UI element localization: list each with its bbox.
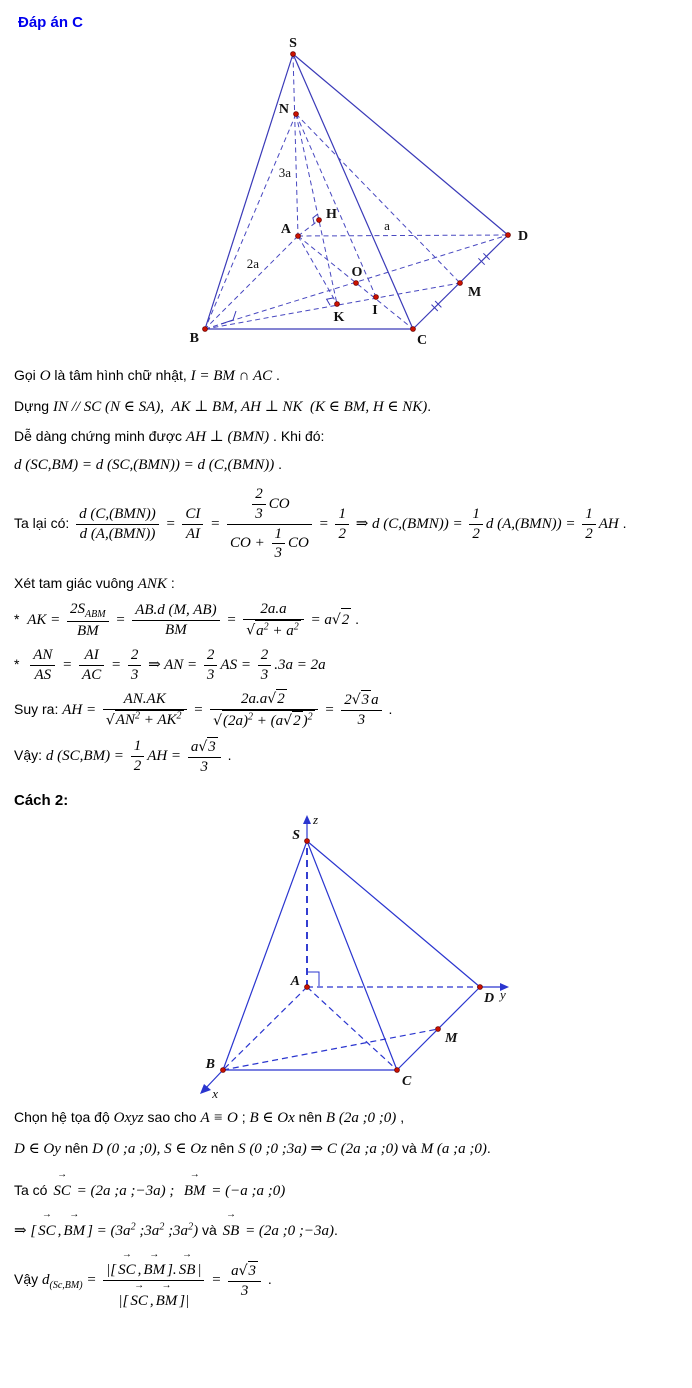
solution-line-7: * AK = $\frac{2S_{ABM}}{BM}$ = $\frac{AB.d (M, AB)}{BM}$ = $\frac{2a.a}{√a^2 + a^2}$ = a√2 . [14, 600, 360, 640]
fig2-vertex-labels [205, 812, 506, 1101]
label-C: C [417, 333, 428, 348]
fig2-edges-solid [223, 841, 480, 1070]
solution-line-2: Dựng IN // SC (N ∈ SA), AK ⊥ BM, AH ⊥ NK (K ∈ BM, H ∈ NK). [14, 397, 432, 415]
label-length-2a: 2a [246, 256, 259, 271]
label-S: S [289, 36, 297, 51]
figure-pyramid-2 [0, 809, 692, 1101]
fig2-right-angle-mark [307, 972, 319, 986]
solution-line-9: Suy ra: AH = $\frac{AN.AK}{√AN^2 + AK^2}$ = $\frac{2a.a√2}{√(2a)^2 + (a√2 )^2}$ = $\frac{2√3 a}{3}$ . [14, 690, 393, 730]
label-D2: D [484, 991, 495, 1007]
solution-line-1: Gọi O là tâm hình chữ nhật, I = BM ∩ AC . [14, 367, 280, 384]
label-K: K [333, 310, 345, 325]
fig1-edges-solid [205, 54, 508, 329]
label-x-axis: x [212, 1086, 218, 1102]
solution-line-4: d (SC,BM) = d (SC,(BMN)) = d (C,(BMN)) . [14, 456, 282, 474]
method2-heading: Cách 2: [14, 792, 69, 810]
label-B2: B [205, 1057, 215, 1073]
solution2-line-5: Vậy $d_{(Sc,BM)}$ = $\frac{|[ SC \to , BM \to ]. SB \to |}{|[ SC \to , BM \to ]|}$ = $\frac{a√3}{3}$ . [14, 1250, 692, 1311]
solution2-line-1: Chọn hệ tọa độ Oxyz sao cho A ≡ O ; B ∈ Ox nên B (2a ;0 ;0) , [14, 1109, 405, 1127]
label-D: D [518, 229, 529, 244]
label-length-a: a [384, 218, 390, 233]
answer-header: Đáp án C [18, 14, 84, 31]
label-M2: M [445, 1031, 458, 1047]
label-H: H [326, 207, 337, 222]
label-A2: A [290, 974, 300, 990]
label-M: M [468, 285, 482, 300]
fig1-edges-dashed [205, 54, 508, 329]
label-O: O [351, 265, 363, 280]
solution2-line-3: Ta có SC → = (2a ;a ;−3a) ; BM → = (−a ;a ;0) [14, 1170, 692, 1203]
solution-line-5: Ta lại có: $\frac{\text{d (C,(BMN))}}{\text{d (A,(BMN))}}$ = $\frac{CI}{AI}$ = $\frac{2}{3}$ CO CO + $\frac{1}{3}$ CO = $\frac{1}{2}$ ⇒ d (C,(BMN)) = $\frac{1}{2}$ d (A,(BMN)) = $\frac{1}{2}$ AH . [14, 486, 627, 562]
solution2-line-2: D ∈ Oy nên D (0 ;a ;0), S ∈ Oz nên S (0 ;0 ;3a) ⇒ C (2a ;a ;0) và M (a ;a ;0). [14, 1140, 491, 1158]
label-z-axis: z [313, 812, 319, 828]
label-N: N [278, 102, 289, 117]
x-axis-arrowhead [200, 1084, 211, 1094]
fig2-axes [200, 815, 509, 1094]
figure-pyramid-1 [0, 31, 692, 357]
solution-line-8: * $\frac{AN}{AS}$ = $\frac{AI}{AC}$ = $\frac{2}{3}$ ⇒ AN = $\frac{2}{3}$ AS = $\frac{2}{3}$ .3a = 2a [14, 646, 326, 683]
label-B: B [189, 331, 199, 346]
label-A: A [280, 222, 291, 237]
z-axis-arrowhead [303, 815, 311, 824]
solution-line-10: Vậy: d (SC,BM) = $\frac{1}{2}$ AH = $\frac{a√3}{3}$ . [14, 738, 232, 775]
label-C2: C [402, 1074, 412, 1090]
solution-line-3: Dễ dàng chứng minh được AH ⊥ (BMN) . Khi đó: [14, 427, 325, 445]
label-S2: S [292, 828, 300, 844]
label-I: I [372, 303, 378, 318]
label-length-3a: 3a [278, 165, 291, 180]
label-y-axis: y [500, 987, 506, 1003]
solution-line-6: Xét tam giác vuông ANK : [14, 575, 175, 592]
solution2-line-4: ⇒ [ SC → , BM → ] = ($3a^2$ $;3a^2$ $;3a^2$) và SB → = (2a ;0 ;−3a). [14, 1210, 692, 1243]
